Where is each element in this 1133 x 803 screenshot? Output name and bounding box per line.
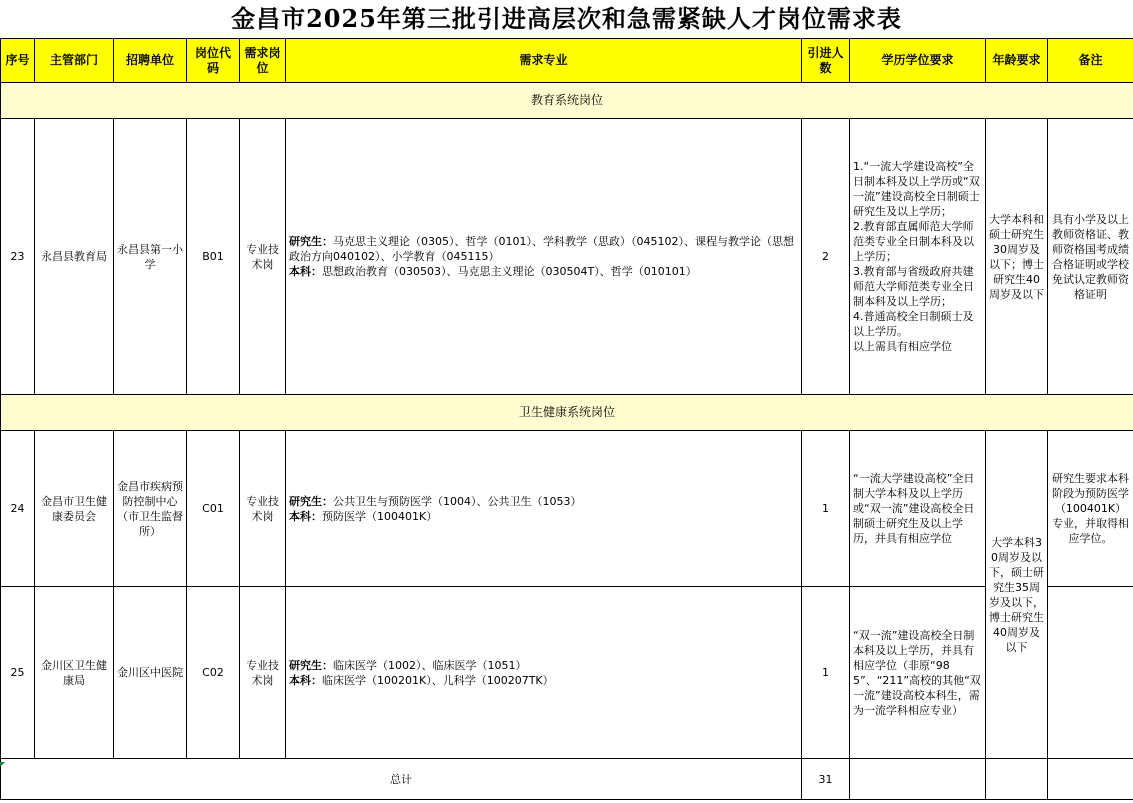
cell-note — [1048, 587, 1133, 759]
cell-seq: 25 — [1, 587, 35, 759]
header-major: 需求专业 — [286, 39, 802, 83]
edu-line: 以上需具有相应学位 — [853, 340, 952, 353]
section-label: 教育系统岗位 — [1, 83, 1133, 119]
ug-label: 本科： — [289, 509, 322, 523]
cell-major — [286, 587, 802, 759]
header-age: 年龄要求 — [986, 39, 1048, 83]
header-post: 需求岗位 — [240, 39, 286, 83]
cell-edu — [850, 431, 986, 587]
total-row — [1, 759, 1133, 800]
cell-selection-marker — [0, 762, 5, 767]
page-title: 金昌市2025年第三批引进高层次和急需紧缺人才岗位需求表 — [231, 4, 902, 33]
grad-majors: 公共卫生与预防医学（1004）、公共卫生（1053） — [333, 494, 582, 508]
cell-note: 研究生要求本科阶段为预防医学（100401K）专业，并取得相应学位。 — [1048, 431, 1133, 587]
section-label: 卫生健康系统岗位 — [1, 395, 1133, 431]
cell-dept: 金川区卫生健康局 — [35, 587, 114, 759]
cell-post: 专业技术岗 — [240, 587, 286, 759]
cell-post: 专业技术岗 — [240, 119, 286, 395]
ug-label: 本科： — [289, 265, 322, 278]
total-empty-cell — [986, 759, 1048, 800]
edu-line: “一流大学建设高校”全日制大学本科及以上学历或“双一流”建设高校全日制硕士研究生及以上学历，并具有相应学位 — [853, 472, 975, 545]
edu-line: 3.教育部与省级政府共建师范大学师范类专业全日制本科及以上学历； — [853, 265, 974, 308]
cell-edu — [850, 587, 986, 759]
cell-count: 2 — [802, 119, 850, 395]
cell-unit: 永昌县第一小学 — [114, 119, 187, 395]
cell-code: B01 — [187, 119, 240, 395]
cell-count: 1 — [802, 587, 850, 759]
ug-majors: 思想政治教育（030503）、马克思主义理论（030504T）、哲学（010101） — [322, 265, 697, 278]
edu-line: “双一流”建设高校全日制本科及以上学历，并具有相应学位（非原“985”、“211”高校的其他“双一流”建设高校本科生，需为一流学科相应专业） — [853, 628, 981, 717]
grad-label: 研究生： — [289, 494, 333, 508]
total-empty-cell — [1048, 759, 1133, 800]
ug-label: 本科： — [289, 673, 322, 687]
edu-line: 1.“一流大学建设高校”全日制本科及以上学历或“双一流”建设高校全日制硕士研究生及以上学历； — [853, 160, 980, 218]
cell-major — [286, 119, 802, 395]
table-row — [1, 431, 1133, 587]
header-note: 备注 — [1048, 39, 1133, 83]
cell-unit: 金川区中医院 — [114, 587, 187, 759]
header-count: 引进人数 — [802, 39, 850, 83]
cell-seq: 23 — [1, 119, 35, 395]
edu-line: 4.普通高校全日制硕士及以上学历。 — [853, 310, 974, 338]
cell-dept: 金昌市卫生健康委员会 — [35, 431, 114, 587]
job-requirements-table — [0, 38, 1133, 800]
ug-majors: 预防医学（100401K） — [322, 509, 438, 523]
cell-post: 专业技术岗 — [240, 431, 286, 587]
grad-label: 研究生： — [289, 658, 333, 672]
total-count: 31 — [802, 759, 850, 800]
grad-majors: 临床医学（1002）、临床医学（1051） — [333, 658, 527, 672]
header-row — [1, 39, 1133, 83]
cell-note: 具有小学及以上教师资格证、教师资格国考成绩合格证明或学校免试认定教师资格证明 — [1048, 119, 1133, 395]
cell-count: 1 — [802, 431, 850, 587]
header-dept: 主管部门 — [35, 39, 114, 83]
total-label: 总计 — [1, 759, 802, 800]
grad-majors: 马克思主义理论（0305）、哲学（0101）、学科教学（思政）（045102）、课程与教学论（思想政治方向040102）、小学教育（045115） — [289, 235, 794, 263]
ug-majors: 临床医学（100201K）、儿科学（100207TK） — [322, 673, 554, 687]
grad-label: 研究生： — [289, 235, 333, 248]
total-empty-cell — [850, 759, 986, 800]
table-row — [1, 119, 1133, 395]
edu-line: 2.教育部直属师范大学师范类专业全日制本科及以上学历； — [853, 220, 974, 263]
cell-seq: 24 — [1, 431, 35, 587]
cell-code: C02 — [187, 587, 240, 759]
cell-age: 大学本科30周岁及以下，硕士研究生35周岁及以下，博士研究生40周岁及以下 — [986, 431, 1048, 759]
table-row — [1, 587, 1133, 759]
section-row-education — [1, 83, 1133, 119]
cell-major — [286, 431, 802, 587]
header-unit: 招聘单位 — [114, 39, 187, 83]
cell-dept: 永昌县教育局 — [35, 119, 114, 395]
header-edu: 学历学位要求 — [850, 39, 986, 83]
cell-edu — [850, 119, 986, 395]
section-row-health — [1, 395, 1133, 431]
header-code: 岗位代码 — [187, 39, 240, 83]
cell-age: 大学本科和硕士研究生30周岁及以下；博士研究生40周岁及以下 — [986, 119, 1048, 395]
header-seq: 序号 — [1, 39, 35, 83]
cell-unit: 金昌市疾病预防控制中心（市卫生监督所） — [114, 431, 187, 587]
cell-code: C01 — [187, 431, 240, 587]
